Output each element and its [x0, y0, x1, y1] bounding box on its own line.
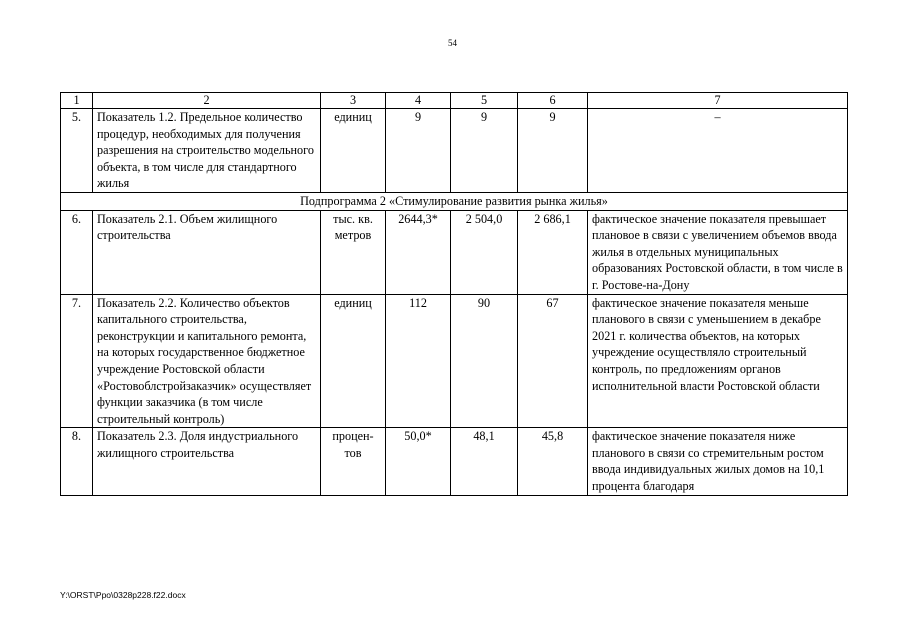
value-col5: 48,1	[451, 428, 518, 495]
header-cell: 2	[93, 93, 321, 109]
file-path-footer: Y:\ORST\Ppo\0328p228.f22.docx	[60, 590, 186, 600]
table-row	[61, 210, 848, 294]
table-header-row	[61, 93, 848, 109]
indicator-name: Показатель 1.2. Предельное количество процедур, необходимых для получения разрешения на строительство модельного объекта, в том числе для стандартного жилья	[93, 109, 321, 193]
value-col6: 45,8	[518, 428, 588, 495]
header-cell: 3	[321, 93, 386, 109]
unit: единиц	[321, 294, 386, 428]
value-col4: 2644,3*	[386, 210, 451, 294]
indicator-name: Показатель 2.3. Доля индустриального жилищного строительства	[93, 428, 321, 495]
page-number: 54	[448, 38, 457, 48]
value-col4: 9	[386, 109, 451, 193]
note: –	[588, 109, 848, 193]
indicator-name: Показатель 2.2. Количество объектов капитального строительства, реконструкции и капитального ремонта, на которых государственное бюджетное учреждение Ростовской области «Ростовоблстройзаказчик» осуществляет функции заказчика (в том числе строительный контроль)	[93, 294, 321, 428]
header-cell: 6	[518, 93, 588, 109]
note: фактическое значение показателя превышает плановое в связи с увеличением объемов ввода жилья в отдельных муниципальных образованиях Ростовской области, в том числе в г. Ростове-на-Дону	[588, 210, 848, 294]
value-col5: 2 504,0	[451, 210, 518, 294]
value-col5: 90	[451, 294, 518, 428]
unit: процен-тов	[321, 428, 386, 495]
note: фактическое значение показателя ниже планового в связи со стремительным ростом ввода индивидуальных жилых домов на 10,1 процента благодаря	[588, 428, 848, 495]
subprogram-row	[61, 192, 848, 210]
row-number: 5.	[61, 109, 93, 193]
row-number: 7.	[61, 294, 93, 428]
value-col5: 9	[451, 109, 518, 193]
value-col6: 67	[518, 294, 588, 428]
row-number: 8.	[61, 428, 93, 495]
table-row	[61, 109, 848, 193]
indicators-table	[60, 92, 848, 496]
value-col6: 9	[518, 109, 588, 193]
table-row	[61, 294, 848, 428]
unit: единиц	[321, 109, 386, 193]
row-number: 6.	[61, 210, 93, 294]
header-cell: 7	[588, 93, 848, 109]
value-col6: 2 686,1	[518, 210, 588, 294]
table-row	[61, 428, 848, 495]
header-cell: 1	[61, 93, 93, 109]
value-col4: 112	[386, 294, 451, 428]
unit: тыс. кв. метров	[321, 210, 386, 294]
value-col4: 50,0*	[386, 428, 451, 495]
note: фактическое значение показателя меньше планового в связи с уменьшением в декабре 2021 г. количества объектов, на которых учреждение осуществляло строительный контроль, по предложениям органов исполнительной власти Ростовской области	[588, 294, 848, 428]
subprogram-title: Подпрограмма 2 «Стимулирование развития рынка жилья»	[61, 192, 848, 210]
indicator-name: Показатель 2.1. Объем жилищного строительства	[93, 210, 321, 294]
header-cell: 4	[386, 93, 451, 109]
header-cell: 5	[451, 93, 518, 109]
